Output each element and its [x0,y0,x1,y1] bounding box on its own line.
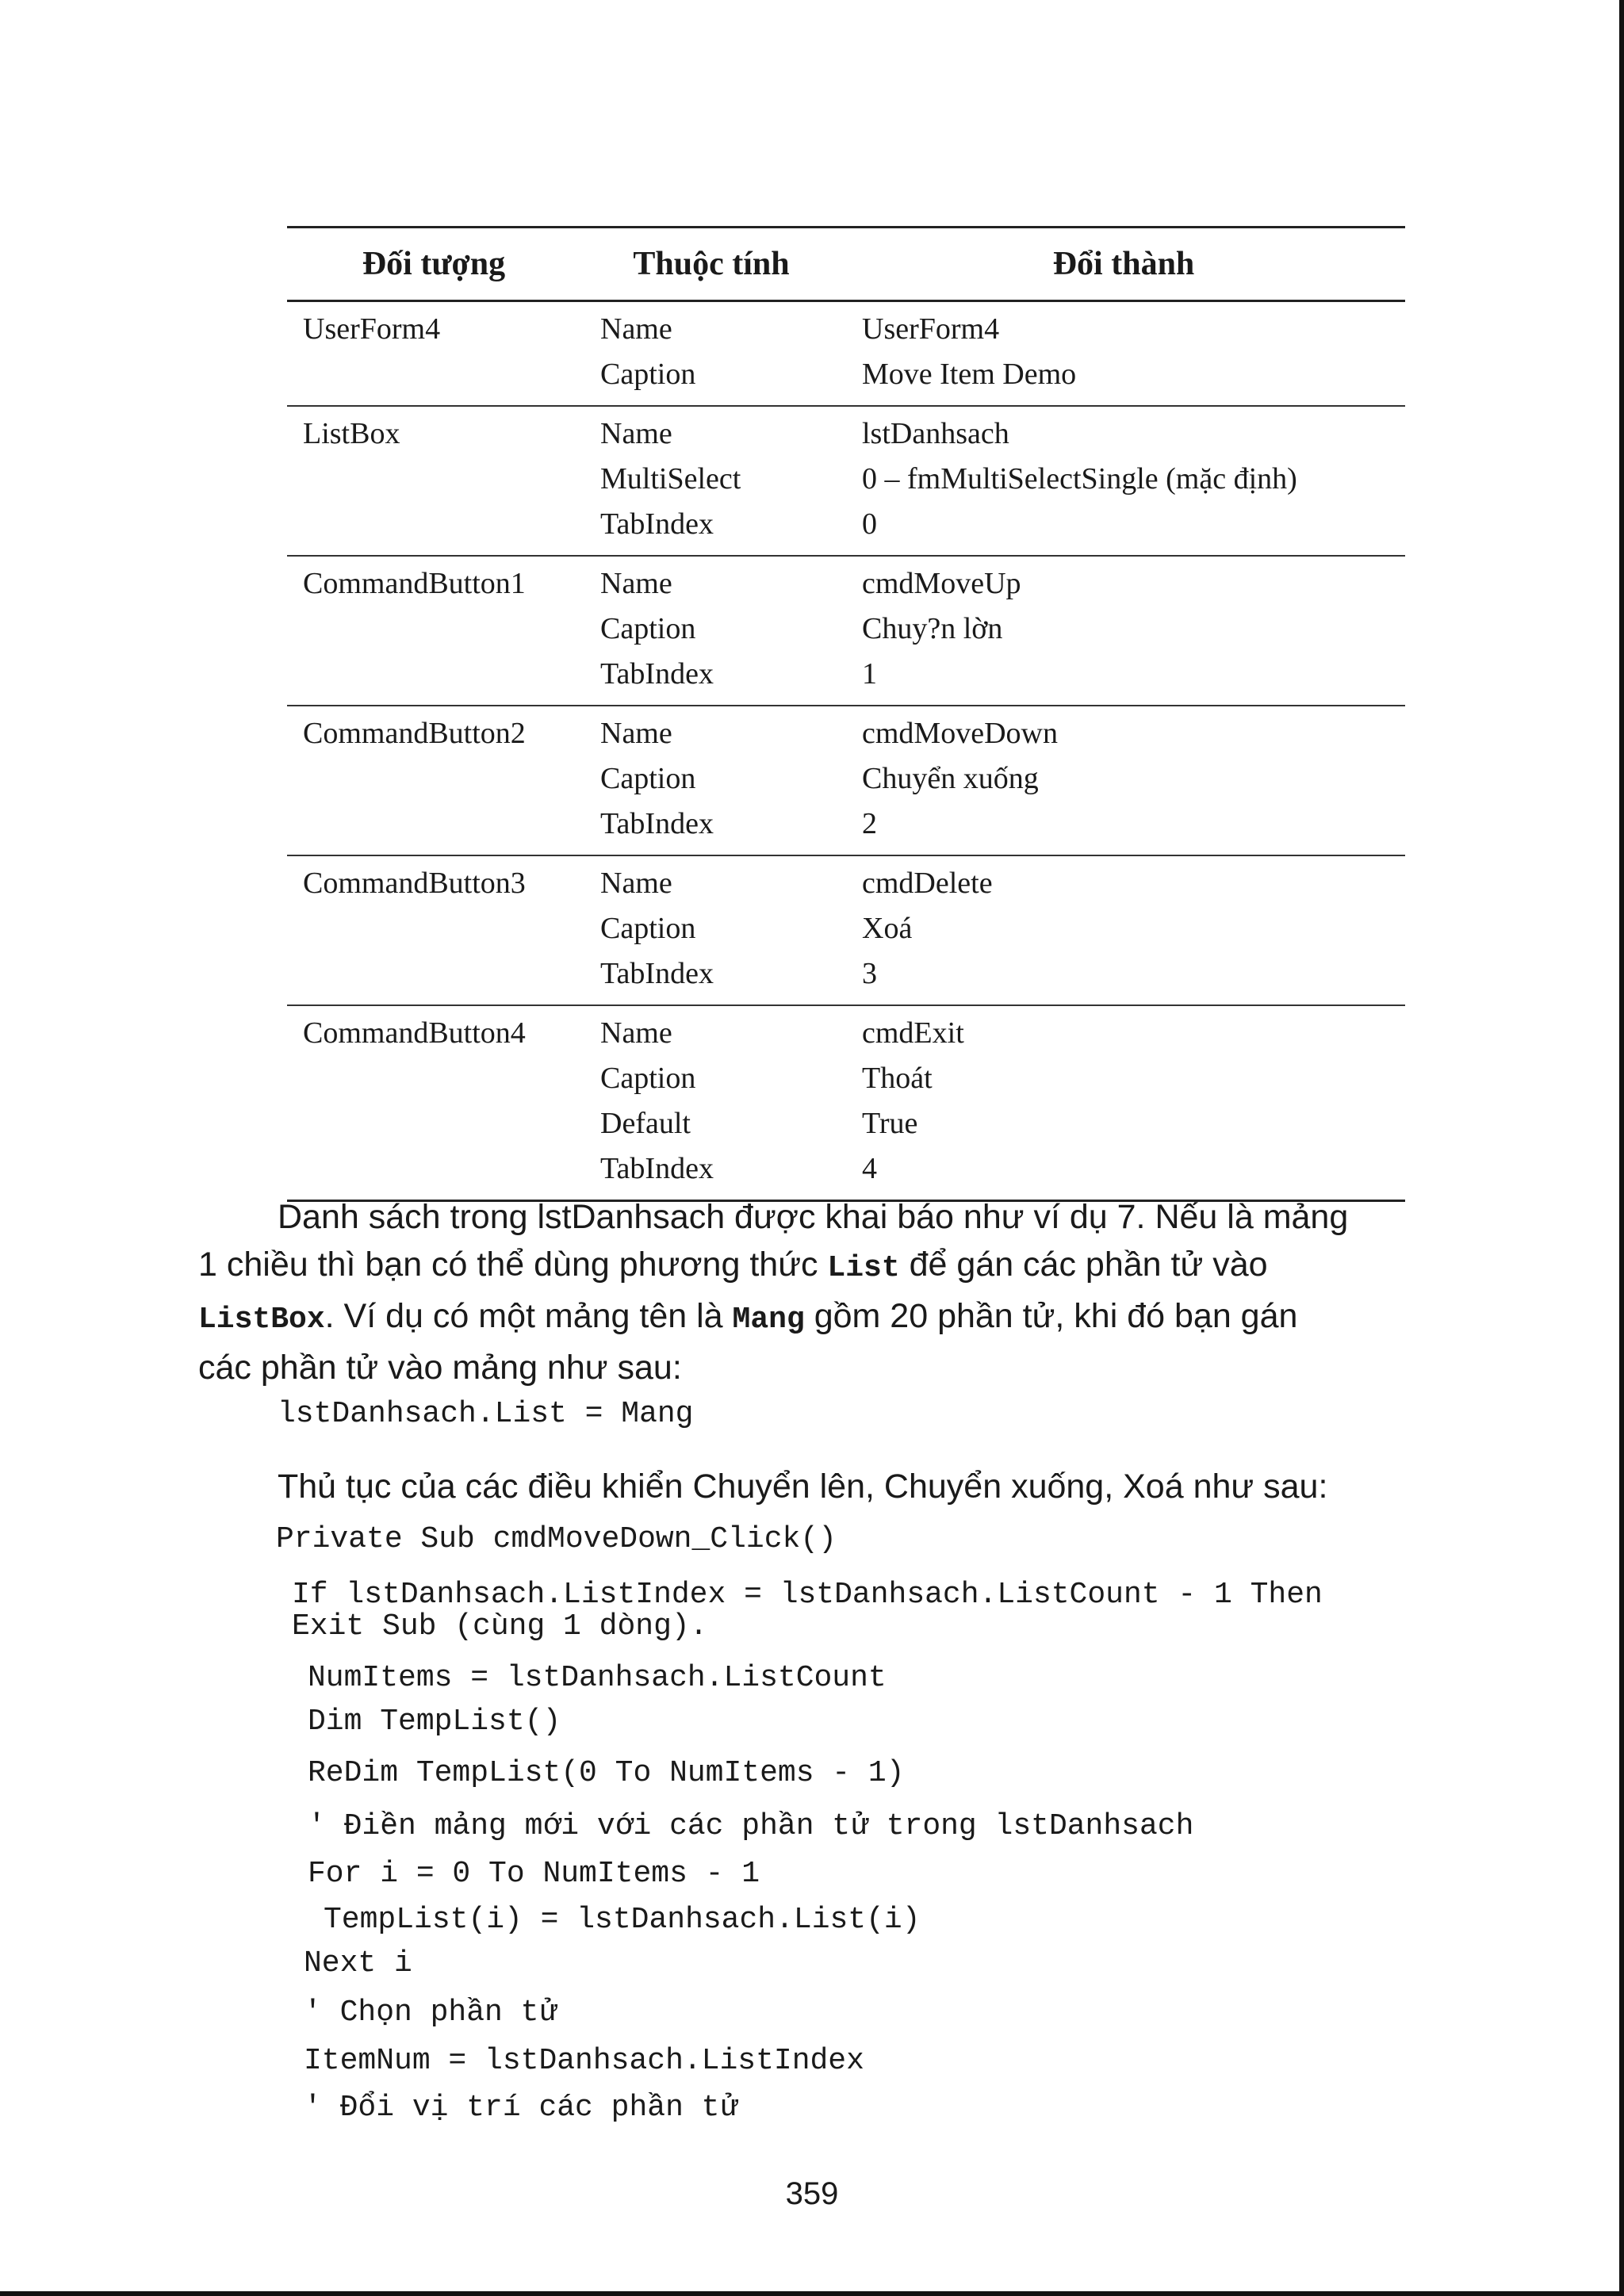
table-row [287,856,1405,1004]
property-value: UserForm4 [862,312,1000,346]
property-value: Chuy?n lờn [862,612,1003,645]
property-name: TabIndex [600,957,714,990]
property-name: Default [600,1107,691,1140]
property-name: Name [600,867,672,900]
property-value: 1 [862,657,877,691]
property-name: Name [600,567,672,600]
property-value: 0 [862,507,877,541]
object-name: CommandButton3 [303,867,526,900]
header-property: Thuộc tính [633,246,790,282]
paragraph-line: gồm 20 phần tử, khi đó bạn gán [804,1297,1298,1335]
inline-code: Mang [732,1303,805,1337]
code-comment: ' Chọn phần tử [304,1996,557,2030]
object-name: CommandButton4 [303,1016,526,1050]
code-line: Exit Sub (cùng 1 dòng). [292,1609,708,1644]
property-value: cmdMoveDown [862,717,1058,750]
property-value: Move Item Demo [862,358,1077,391]
paragraph-line: 1 chiều thì bạn có thể dùng phương thức [198,1246,828,1284]
table-header [287,228,1405,300]
body-paragraph [198,1193,1451,1391]
code-comment: ' Điền mảng mới với các phần tử trong lstDanhsach [308,1809,1194,1843]
code-line: Dim TempList() [308,1705,561,1739]
property-value: lstDanhsach [862,417,1009,450]
header-value: Đổi thành [1052,246,1195,282]
property-name: Caption [600,912,696,945]
code-line: TempList(i) = lstDanhsach.List(i) [324,1903,921,1937]
header-object: Đối tượng [362,246,506,282]
inline-code: ListBox [198,1303,325,1337]
property-name: Caption [600,762,696,795]
code-line: For i = 0 To NumItems - 1 [308,1857,760,1891]
code-line: Private Sub cmdMoveDown_Click() [276,1522,837,1556]
code-line: NumItems = lstDanhsach.ListCount [308,1661,887,1695]
paragraph-line: Thủ tục của các điều khiển Chuyển lên, Chuyển xuống, Xoá như sau: [278,1468,1328,1506]
table-row [287,557,1405,705]
inline-code: List [827,1251,900,1285]
code-line: ReDim TempList(0 To NumItems - 1) [308,1756,905,1790]
table-row [287,407,1405,555]
property-name: TabIndex [600,807,714,840]
paragraph-line: các phần tử vào mảng như sau: [198,1349,682,1387]
property-name: Caption [600,1062,696,1095]
property-value: 4 [862,1152,877,1185]
page-number: 359 [785,2176,839,2211]
property-value: True [862,1107,918,1140]
property-value: 3 [862,957,877,990]
paragraph-line: Danh sách trong lstDanhsach được khai báo như ví dụ 7. Nếu là mảng [278,1198,1349,1236]
object-name: CommandButton1 [303,567,526,600]
property-name: Name [600,717,672,750]
property-name: TabIndex [600,1152,714,1185]
property-name: TabIndex [600,657,714,691]
property-table [287,226,1405,1202]
property-value: cmdExit [862,1016,964,1050]
property-value: 0 – fmMultiSelectSingle (mặc định) [862,462,1297,496]
property-value: cmdMoveUp [862,567,1021,600]
property-name: TabIndex [600,507,714,541]
property-value: Xoá [862,912,913,945]
object-name: UserForm4 [303,312,441,346]
body-paragraph [278,1463,1467,1510]
code-line: lstDanhsach.List = Mang [278,1397,694,1431]
code-line: ItemNum = lstDanhsach.ListIndex [304,2044,864,2078]
property-name: Caption [600,358,696,391]
property-value: Chuyển xuống [862,762,1039,795]
property-value: cmdDelete [862,867,993,900]
table-row [287,1006,1405,1200]
table-row [287,302,1405,405]
object-name: ListBox [303,417,400,450]
code-comment: ' Đổi vị trí các phần tử [304,2091,738,2125]
code-line: Next i [304,1946,412,1980]
table-row [287,706,1405,855]
property-name: Name [600,1016,672,1050]
property-name: Name [600,312,672,346]
paragraph-line: để gán các phần tử vào [899,1246,1268,1284]
property-value: 2 [862,807,877,840]
property-name: Name [600,417,672,450]
property-value: Thoát [862,1062,933,1095]
property-name: MultiSelect [600,462,741,496]
paragraph-line: . Ví dụ có một mảng tên là [324,1297,733,1335]
object-name: CommandButton2 [303,717,526,750]
code-line: If lstDanhsach.ListIndex = lstDanhsach.ListCount - 1 Then [292,1578,1323,1612]
property-name: Caption [600,612,696,645]
